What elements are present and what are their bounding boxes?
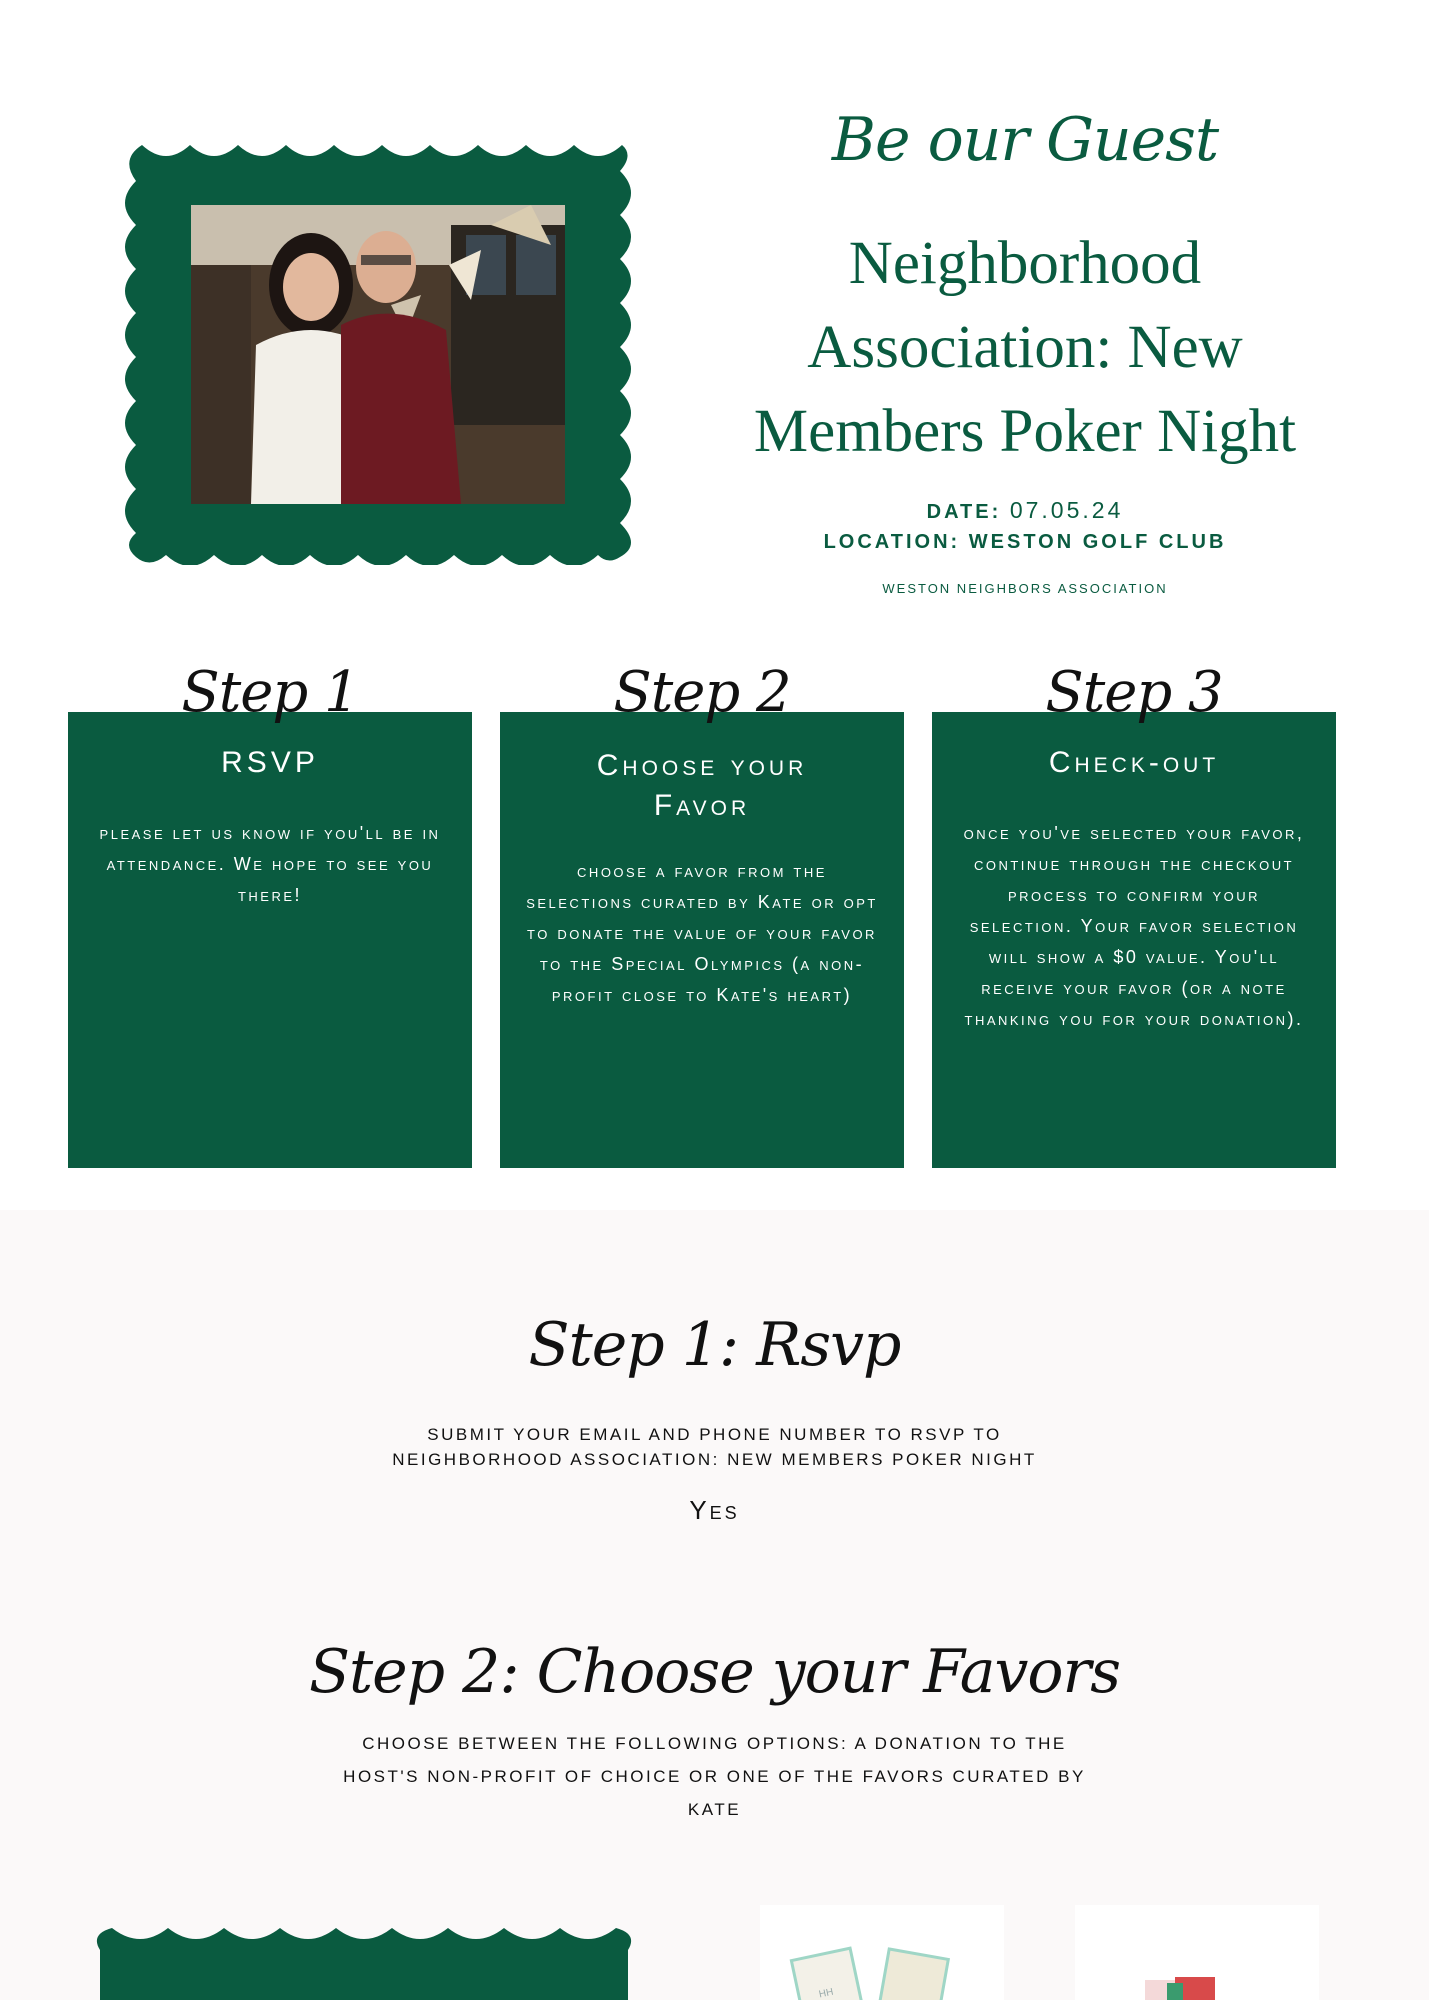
event-details — [735, 495, 1315, 557]
step-card-body: choose a favor from the selections curated by Kate or opt to donate the value of your favor to the Special Olympics (a non-profit close to Kate's heart) — [526, 861, 878, 1005]
step-1-label: Step 1 — [181, 660, 359, 725]
favor-option-gift[interactable] — [1075, 1905, 1319, 2000]
organization-name: WESTON NEIGHBORS ASSOCIATION — [882, 581, 1168, 596]
step-card-body: please let us know if you'll be in attendance. We hope to see you there! — [99, 823, 441, 905]
step-card-choose-favor — [500, 712, 904, 1168]
hero-eyebrow: Be our Guest — [831, 105, 1219, 175]
step-2-label: Step 2 — [613, 660, 791, 725]
rsvp-description-line-2: NEIGHBORHOOD ASSOCIATION: NEW MEMBERS POKER NIGHT — [392, 1450, 1037, 1469]
rsvp-description-line-1: SUBMIT YOUR EMAIL AND PHONE NUMBER TO RSVP TO — [427, 1425, 1002, 1444]
step-card-checkout — [932, 712, 1336, 1168]
step-card-title: RSVP — [221, 746, 319, 779]
event-location-value: WESTON GOLF CLUB — [968, 531, 1227, 553]
event-location — [735, 527, 1315, 557]
rsvp-heading: Step 1: Rsvp — [528, 1310, 901, 1380]
hosts-photo — [191, 205, 565, 504]
rsvp-yes-button[interactable]: Yes — [689, 1495, 740, 1525]
event-date — [735, 495, 1315, 527]
step-3-label: Step 3 — [1045, 660, 1223, 725]
event-title: Neighborhood Association: New Members Poker Night — [753, 230, 1297, 465]
step-card-title: Choose your Favor — [596, 749, 808, 822]
event-date-value: 07.05.24 — [1009, 497, 1124, 523]
svg-text:HH: HH — [818, 1986, 835, 2000]
favors-heading: Step 2: Choose your Favors — [308, 1637, 1121, 1707]
hosts-photo-illustration — [191, 205, 565, 504]
step-card-rsvp — [68, 712, 472, 1168]
scalloped-favor-frame — [90, 1920, 640, 2000]
step-card-body: once you've selected your favor, continue through the checkout process to confirm your selection. Your favor selection will show a $0 value. You'll receive your favor (or a note thanking you for your donation). — [963, 823, 1305, 1029]
favors-description: CHOOSE BETWEEN THE FOLLOWING OPTIONS: A DONATION TO THE HOST'S NON-PROFIT OF CHOICE OR ONE OF THE FAVORS CURATED BY KATE — [343, 1734, 1086, 1819]
step-card-title: Check-out — [1048, 746, 1220, 779]
gift-image — [1075, 1905, 1319, 2000]
event-date-label: DATE: — [926, 501, 1002, 523]
favor-option-towels[interactable] — [760, 1905, 1004, 2000]
towels-image — [760, 1905, 1004, 2000]
rsvp-description — [300, 1422, 1129, 1472]
event-location-label: LOCATION: — [823, 531, 961, 553]
